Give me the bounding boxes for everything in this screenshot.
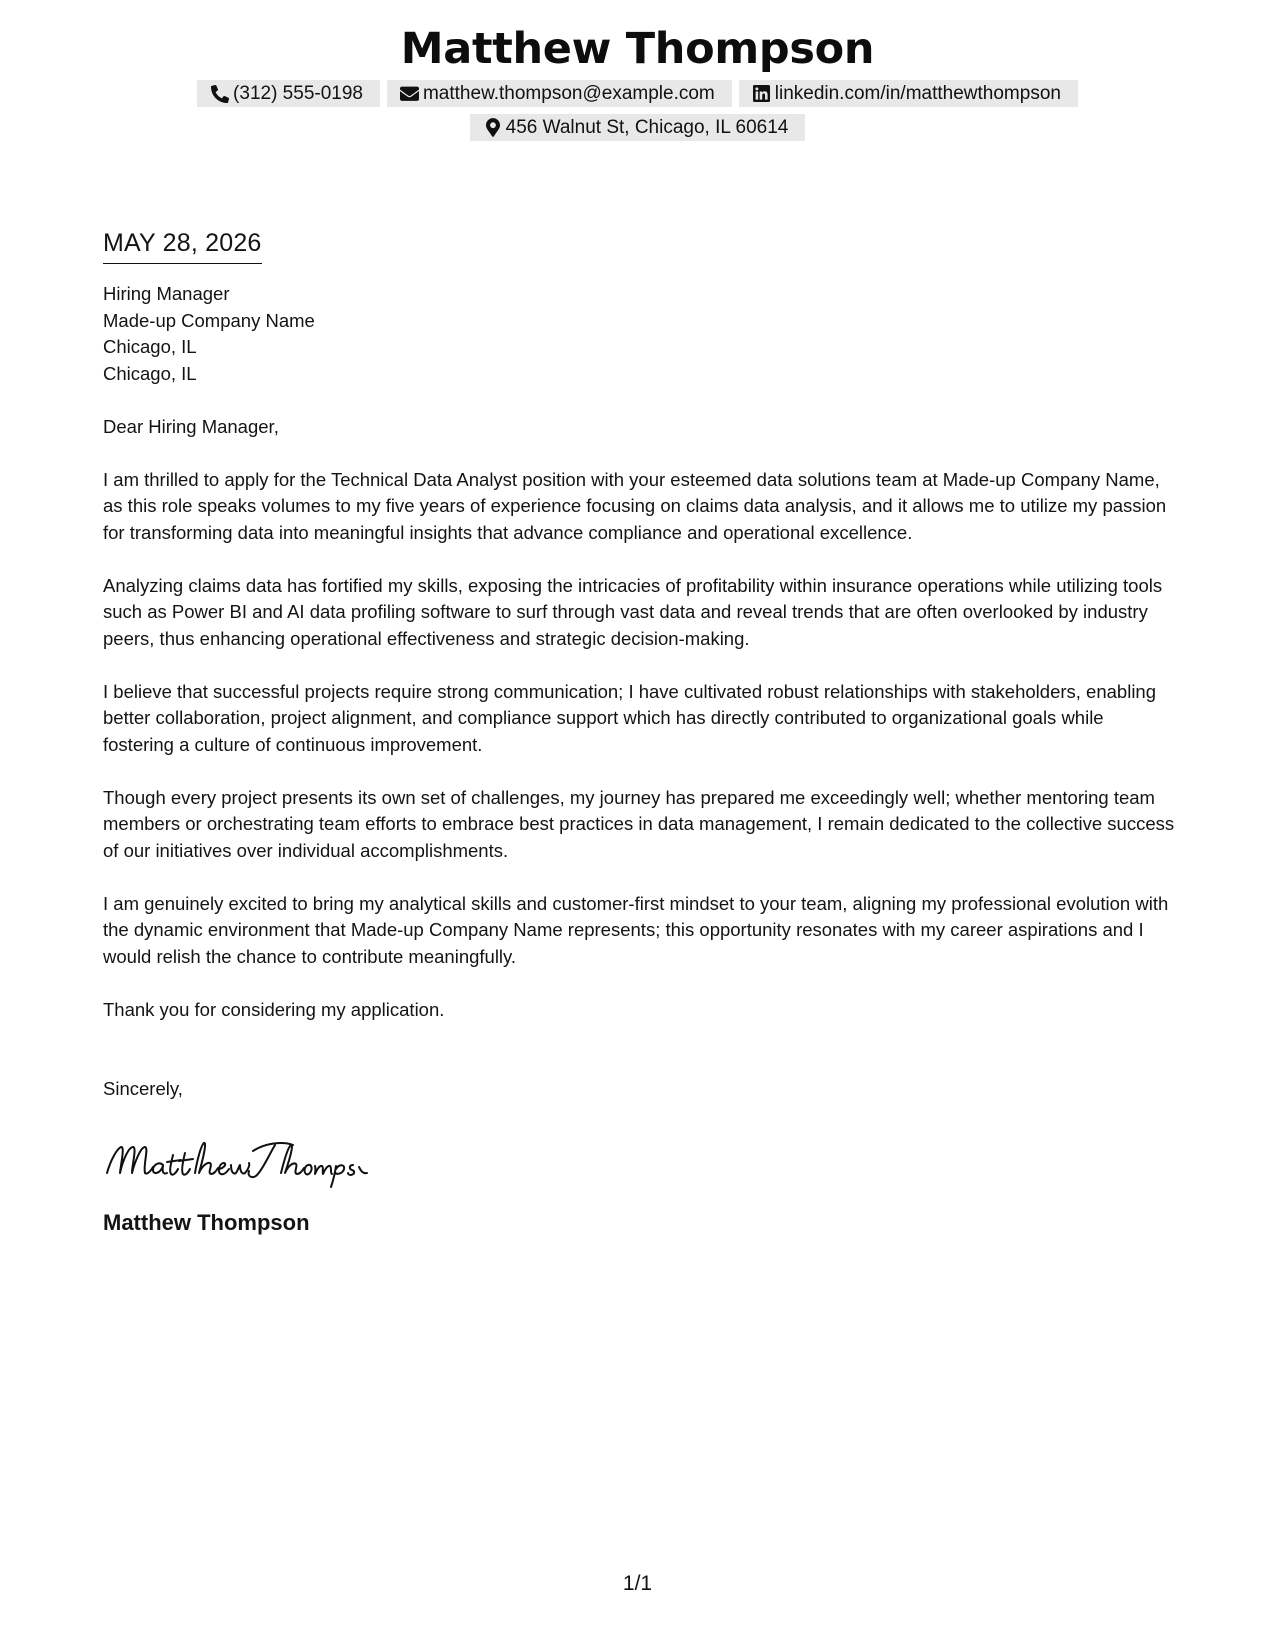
phone-icon	[210, 84, 230, 104]
salutation: Dear Hiring Manager,	[103, 415, 279, 437]
closing: Sincerely,	[103, 1078, 183, 1099]
recipient-block	[103, 281, 1178, 387]
signer-name: Matthew Thompson	[103, 1209, 310, 1235]
address-text: 456 Walnut St, Chicago, IL 60614	[505, 116, 789, 138]
recipient-line: Made-up Company Name	[103, 309, 315, 331]
recipient-line: Hiring Manager	[103, 283, 230, 304]
page-indicator: 1/1	[622, 1572, 653, 1595]
recipient-line: Chicago, IL	[103, 336, 197, 357]
linkedin-icon	[752, 84, 772, 104]
thank-you-line: Thank you for considering my application.	[103, 998, 445, 1020]
body-paragraph: I am thrilled to apply for the Technical Data Analyst position with your esteemed data solutions team at Made-up Company Name, as this role speaks volumes to my five years of experience focusing on claims data analysis, and it allows me to utilize my passion for transforming data into meaningful insights that advance compliance and operational excellence.	[103, 468, 1167, 543]
linkedin-chip[interactable]	[739, 80, 1078, 107]
recipient-line: Chicago, IL	[103, 362, 197, 384]
body-paragraph: Though every project presents its own set of challenges, my journey has prepared me exceedingly well; whether mentoring team members or orchestrating team efforts to embrace best practices in data management, I remain dedicated to the collective success of our initiatives over individual accomplishments.	[103, 786, 1175, 861]
letter-date: MAY 28, 2026	[103, 226, 262, 264]
contact-row	[0, 80, 1275, 107]
body-paragraph: I believe that successful projects require strong communication; I have cultivated robust relationships with stakeholders, enabling better collaboration, project alignment, and compliance support which has directly contributed to organizational goals while fostering a culture of continuous improvement.	[103, 680, 1157, 755]
applicant-name: Matthew Thompson	[400, 24, 875, 74]
envelope-icon	[400, 84, 420, 104]
linkedin-text: linkedin.com/in/matthewthompson	[774, 82, 1061, 104]
phone-chip[interactable]	[197, 80, 380, 107]
email-text: matthew.thompson@example.com	[422, 82, 715, 104]
letter-header	[0, 22, 1275, 141]
address-row	[0, 114, 1275, 141]
map-marker-icon	[483, 118, 503, 138]
address-chip	[470, 114, 806, 141]
letter-body	[103, 226, 1178, 1237]
body-paragraph: Analyzing claims data has fortified my skills, exposing the intricacies of profitability within insurance operations while utilizing tools such as Power BI and AI data profiling software to surf through vast data and reveal trends that are often overlooked by industry peers, thus enhancing operational effectiveness and strategic decision-making.	[103, 574, 1163, 649]
phone-text: (312) 555-0198	[233, 82, 363, 104]
body-paragraph: I am genuinely excited to bring my analytical skills and customer-first mindset to your team, aligning my professional evolution with the dynamic environment that Made-up Company Name represents; this opportunity resonates with my career aspirations and I would relish the chance to contribute meaningfully.	[103, 892, 1169, 967]
handwritten-signature	[103, 1129, 373, 1189]
email-chip[interactable]	[387, 80, 732, 107]
